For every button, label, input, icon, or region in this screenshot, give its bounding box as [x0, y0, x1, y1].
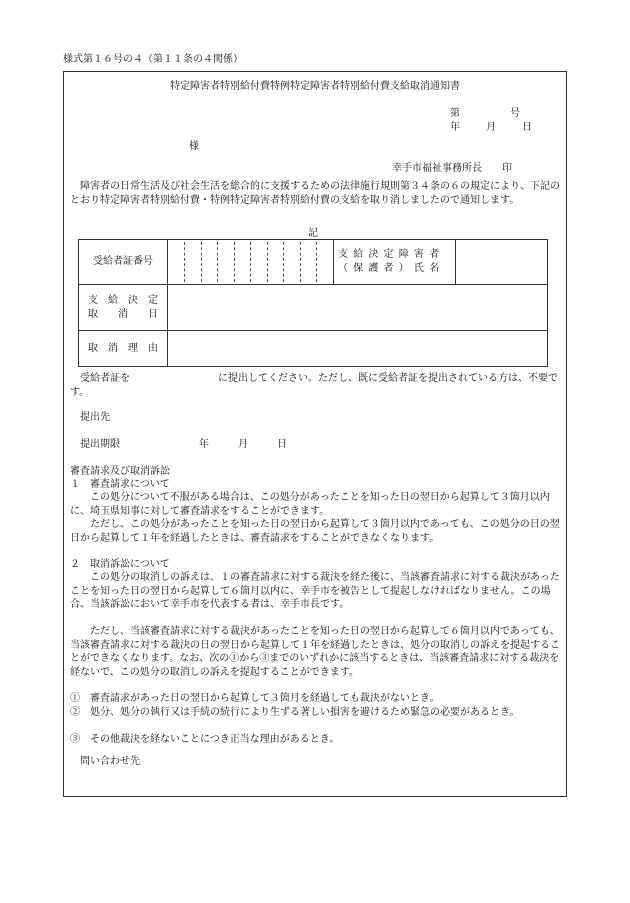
list-item-3: ③ その他裁決を経ないことにつき正当な理由があるとき。	[70, 734, 340, 745]
form-number: 様式第１６号の４（第１１条の４関係）	[63, 54, 243, 65]
document-number: 第 号	[450, 108, 522, 119]
recipient-number-label: 受給者証番号	[79, 240, 168, 285]
cancel-reason-cell[interactable]	[168, 331, 548, 367]
cancel-date-cell[interactable]	[168, 285, 548, 331]
addressee-suffix: 様	[189, 141, 199, 152]
document-date: 年 月 日	[450, 122, 534, 133]
section2-paragraph-1: この処分の取消しの訴えは、１の審査請求に対する裁決を経た後に、当該審査請求に対する裁決があったことを知った日の翌日から起算して６箇月以内に、幸手市を被告として提起しなければなりません。この場合、当該訴訟において幸手市を代表する者は、幸手市長です。	[70, 572, 560, 610]
list-item-2: ② 処分、処分の執行又は手続の続行により生ずる著しい損害を避けるため緊急の必要があるとき。	[70, 707, 520, 718]
inquiry-label: 問い合わせ先	[80, 756, 140, 767]
recipient-number-cells[interactable]	[168, 240, 334, 285]
section2-paragraph-2: ただし、当該審査請求に対する裁決があったことを知った日の翌日から起算して６箇月以内であっても、当該審査請求に対する裁決の日の翌日から起算して１年を経過したときは、処分の取消しの訴えを提起することができなくなります。なお、次の①から③までのいずれかに該当するときは、当該審査請求に対する裁決を経ないで、この処分の取消しの訴えを提起することができます。	[70, 626, 560, 678]
list-item-1: ① 審査請求があった日の翌日から起算して３箇月を経過しても裁決がないとき。	[70, 693, 440, 704]
section1-paragraph-2: ただし、この処分があったことを知った日の翌日から起算して３箇月以内であっても、この処分の日の翌日から起算して１年を経過したときは、審査請求をすることができなくなります。	[70, 519, 560, 544]
submit-to-label: 提出先	[80, 412, 110, 423]
cancel-reason-label: 取 消 理 由	[79, 331, 168, 367]
cancel-date-label: 支 給 決 定 取 消 日	[79, 285, 168, 331]
section2-heading: ２ 取消訴訟について	[70, 559, 170, 570]
submit-note: 受給者証を に提出してください。ただし、既に受給者証を提出されている方は、不要です。	[70, 373, 558, 398]
cancellation-info-table	[78, 239, 548, 367]
issuer: 幸手市福祉事務所長 印	[392, 163, 512, 174]
appeal-heading: 審査請求及び取消訴訟	[70, 466, 170, 477]
person-name-cell[interactable]	[456, 240, 548, 285]
intro-paragraph: 障害者の日常生活及び社会生活を総合的に支援するための法律施行規則第３４条の６の規定により、下記のとおり特定障害者特別給付費・特例特定障害者特別給付費の支給を取り消しましたので通知します。	[70, 181, 560, 206]
document-title: 特定障害者特別給付費特例特定障害者特別給付費支給取消通知書	[170, 81, 460, 92]
section1-heading: １ 審査請求について	[70, 479, 170, 490]
decision-person-label: 支 給 決 定 障 害 者 （ 保 護 者 ） 氏 名	[334, 240, 456, 285]
section1-paragraph-1: この処分について不服がある場合は、この処分があったことを知った日の翌日から起算して３箇月以内に、埼玉県知事に対して審査請求をすることができます。	[70, 492, 550, 517]
ki-label: 記	[308, 228, 318, 239]
deadline-label: 提出期限	[80, 439, 120, 450]
deadline-date: 年 月 日	[199, 439, 290, 450]
